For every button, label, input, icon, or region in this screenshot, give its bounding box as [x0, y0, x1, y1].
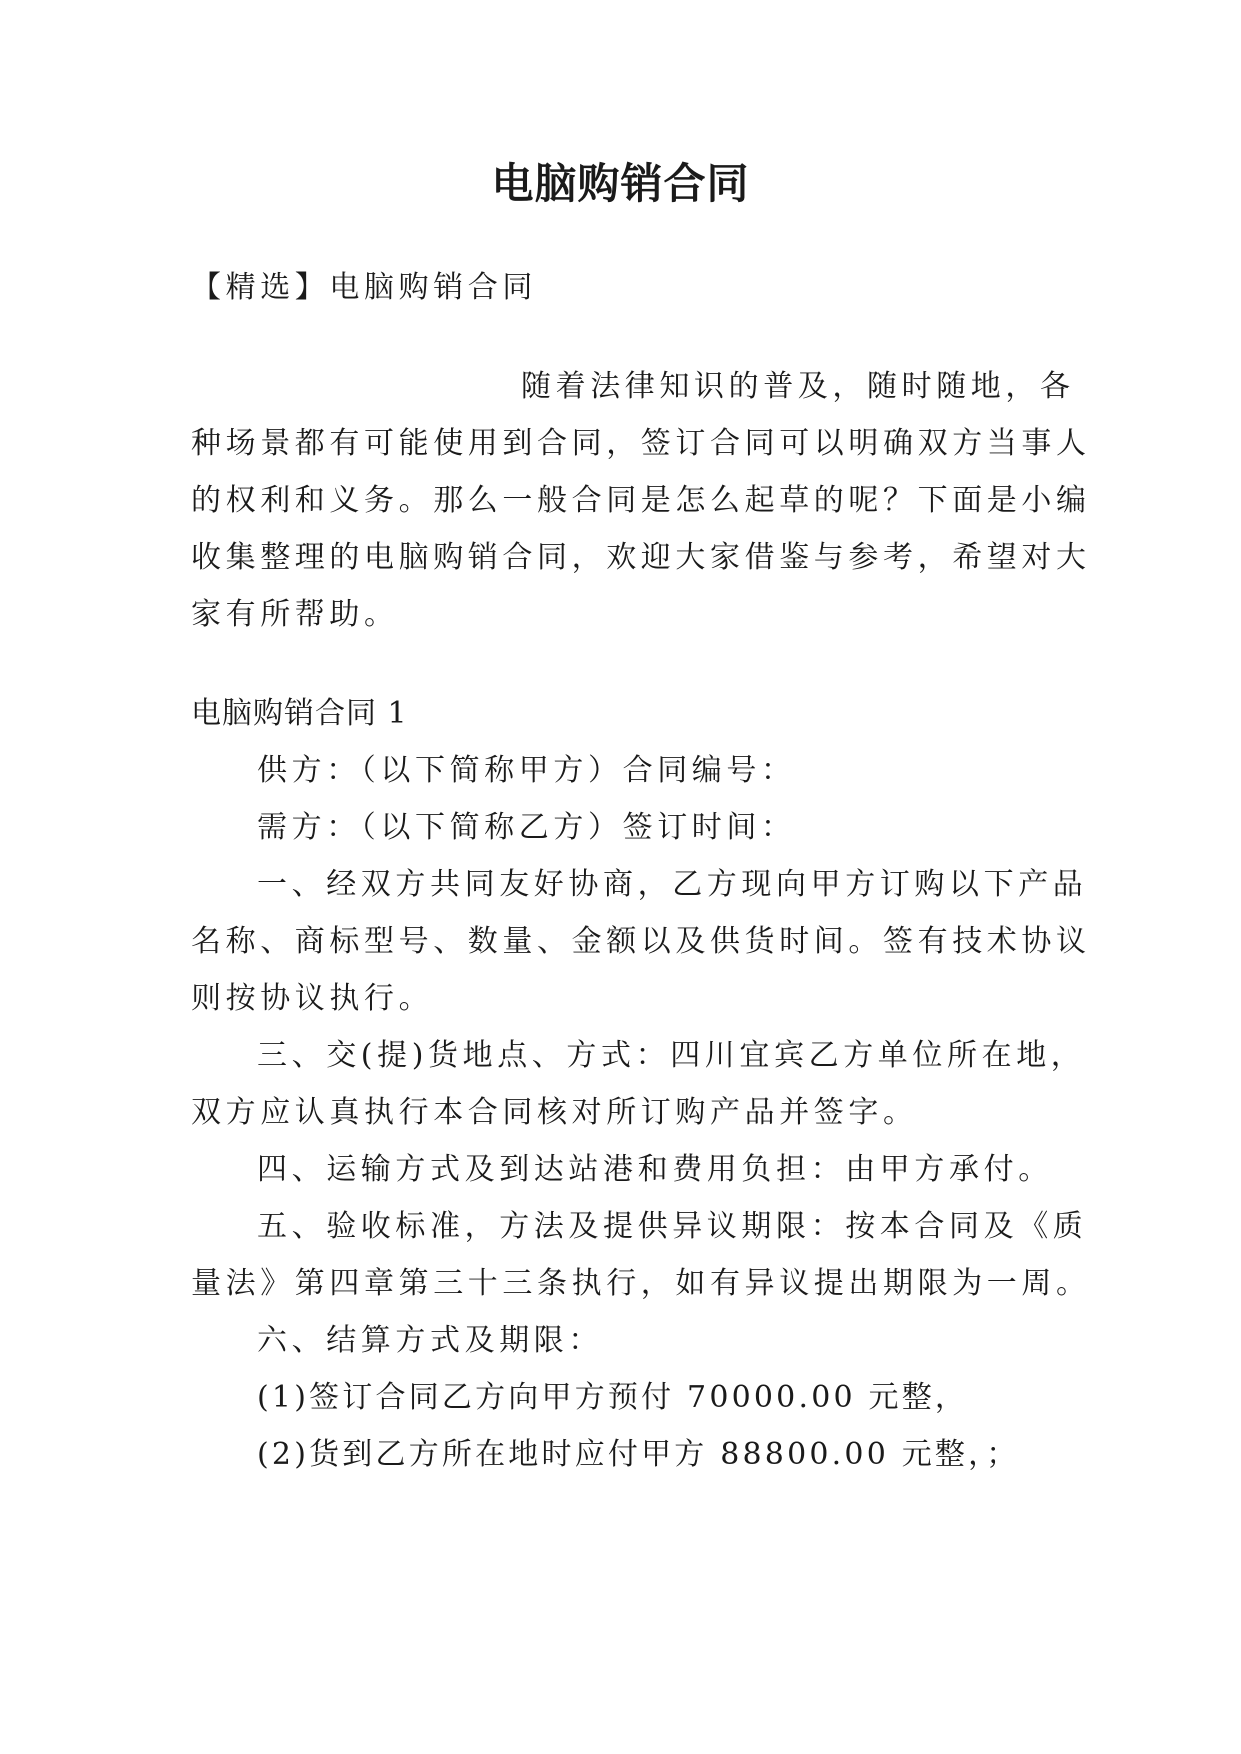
clause-1-line-3: 则按协议执行。 — [191, 981, 434, 1016]
clause-6-item-2: (2)货到乙方所在地时应付甲方 88800.00 元整，； — [257, 1437, 1020, 1472]
clause-buyer: 需方：（以下简称乙方）签订时间： — [257, 810, 796, 845]
clause-1-line-1: 一、经双方共同友好协商，乙方现向甲方订购以下产品 — [257, 867, 1088, 902]
intro-line-1: 随着法律知识的普及，随时随地，各 — [521, 369, 1075, 404]
intro-line-5: 家有所帮助。 — [191, 597, 399, 632]
clause-1-line-2: 名称、商标型号、数量、金额以及供货时间。签有技术协议 — [191, 924, 1091, 959]
clause-supplier: 供方：（以下简称甲方）合同编号： — [257, 753, 796, 788]
intro-line-3: 的权利和义务。那么一般合同是怎么起草的呢？下面是小编 — [191, 483, 1091, 518]
intro-line-4: 收集整理的电脑购销合同，欢迎大家借鉴与参考，希望对大 — [191, 540, 1091, 575]
document-subtitle: 【精选】电脑购销合同 — [191, 270, 537, 305]
section-heading: 电脑购销合同 1 — [191, 696, 408, 731]
document-title: 电脑购销合同 — [491, 159, 750, 208]
clause-3-line-1: 三、交(提)货地点、方式：四川宜宾乙方单位所在地， — [257, 1038, 1086, 1073]
clause-3-line-2: 双方应认真执行本合同核对所订购产品并签字。 — [191, 1095, 918, 1130]
clause-4: 四、运输方式及到达站港和费用负担：由甲方承付。 — [257, 1152, 1053, 1187]
clause-6: 六、结算方式及期限： — [257, 1323, 603, 1358]
clause-6-item-1: (1)签订合同乙方向甲方预付 70000.00 元整， — [257, 1380, 969, 1415]
intro-line-2: 种场景都有可能使用到合同，签订合同可以明确双方当事人 — [191, 426, 1091, 461]
clause-5-line-2: 量法》第四章第三十三条执行，如有异议提出期限为一周。 — [191, 1266, 1091, 1301]
clause-5-line-1: 五、验收标准，方法及提供异议期限：按本合同及《质 — [257, 1209, 1088, 1244]
